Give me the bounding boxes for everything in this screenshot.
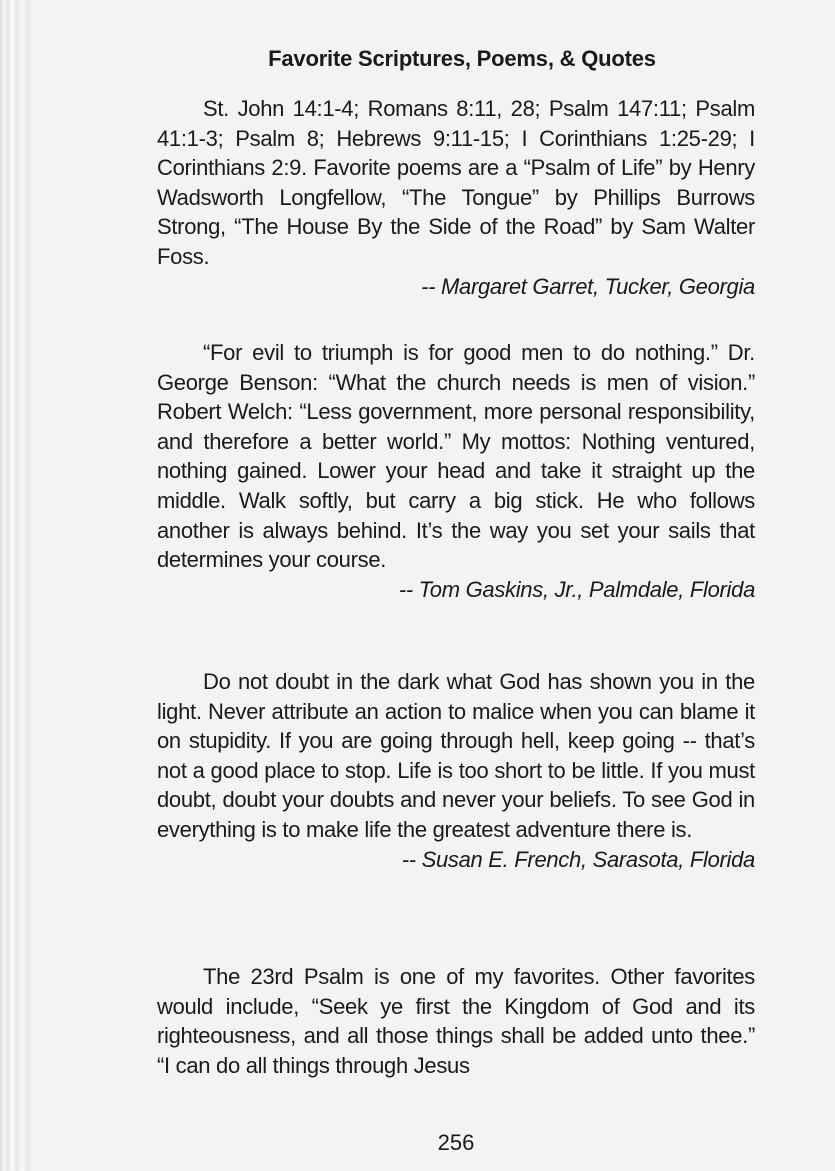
page-edges bbox=[0, 0, 44, 1171]
entry-text: St. John 14:1-4; Romans 8:11, 28; Psalm 147:11; Psalm 41:1-3; Psalm 8; Hebrews 9:11-15; I Corinthians 1:25-29; I Corinthians 2:9. Favorite poems are a “Psalm of Life” by Henry Wadsworth Longfellow, “The Tongue” by Phillips Burrows Strong, “The House By the Side of the Road” by Sam Walter Foss. bbox=[157, 96, 755, 269]
entry-author: -- Susan E. French, Sarasota, Florida bbox=[401, 846, 755, 872]
entry-text: The 23rd Psalm is one of my favorites. Other favorites would include, “Seek ye first the Kingdom of God and its righteousness, and all those things shall be added unto thee.” “I can do all things through Jesus bbox=[157, 964, 755, 1078]
entry-text: “For evil to triumph is for good men to do nothing.” Dr. George Benson: “What the church needs is men of vision.” Robert Welch: “Less government, more personal responsibility, and therefore a better world.” My mottos: Nothing ventured, nothing gained. Lower your head and take it straight up the middle. Walk softly, but carry a big stick. He who follows another is always behind. It’s the way you set your sails that determines your course. bbox=[157, 340, 755, 573]
entry-23rd-psalm bbox=[157, 962, 755, 1080]
entry-susan-french bbox=[157, 667, 755, 874]
entry-author: -- Margaret Garret, Tucker, Georgia bbox=[421, 273, 755, 299]
entry-author: -- Tom Gaskins, Jr., Palmdale, Florida bbox=[398, 576, 755, 602]
book-page bbox=[157, 0, 755, 1171]
entry-margaret-garret bbox=[157, 94, 755, 301]
entry-text: Do not doubt in the dark what God has shown you in the light. Never attribute an action to malice when you can blame it on stupidity. If you are going through hell, keep going -- that’s not a good place to stop. Life is too short to be little. If you must doubt, doubt your doubts and never your beliefs. To see God in everything is to make life the greatest adventure there is. bbox=[157, 669, 755, 842]
page-title: Favorite Scriptures, Poems, & Quotes bbox=[268, 46, 656, 71]
page-number: 256 bbox=[437, 1130, 475, 1155]
entry-tom-gaskins bbox=[157, 338, 755, 604]
